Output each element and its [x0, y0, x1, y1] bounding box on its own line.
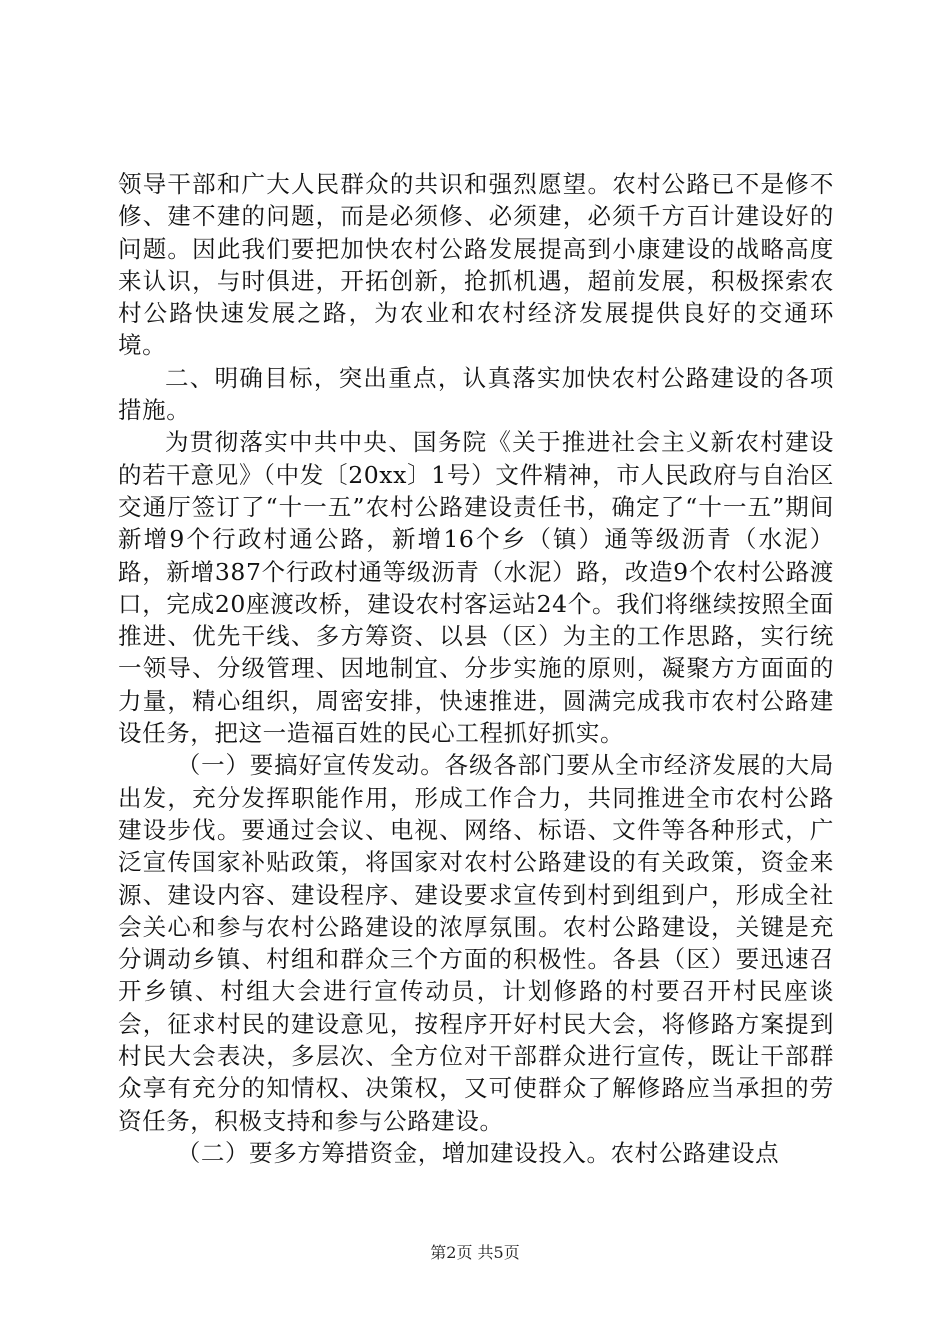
paragraph-publicity: （一）要搞好宣传发动。各级各部门要从全市经济发展的大局出发，充分发挥职能作用，形成工作合力，共同推进全市农村公路建设步伐。要通过会议、电视、网络、标语、文件等各种形式，广泛宣传国家补贴政策，将国家对农村公路建设的有关政策，资金来源、建设内容、建设程序、建设要求宣传到村到组到户，形成全社会关心和参与农村公路建设的浓厚氛围。农村公路建设，关键是充分调动乡镇、村组和群众三个方面的积极性。各县（区）要迅速召开乡镇、村组大会进行宣传动员，计划修路的村要召开村民座谈会，征求村民的建设意见，按程序开好村民大会，将修路方案提到村民大会表决，多层次、全方位对干部群众进行宣传，既让干部群众享有充分的知情权、决策权，又可使群众了解修路应当承担的劳资任务，积极支持和参与公路建设。 — [118, 751, 834, 1135]
page-number-footer: 第2页 共5页 — [430, 1243, 520, 1262]
paragraph-continuation: 领导干部和广大人民群众的共识和强烈愿望。农村公路已不是修不修、建不建的问题，而是必须修、必须建，必须千方百计建设好的问题。因此我们要把加快农村公路发展提高到小康建设的战略高度来认识，与时俱进，开拓创新，抢抓机遇，超前发展，积极探索农村公路快速发展之路，为农业和农村经济发展提供良好的交通环境。 — [118, 170, 834, 360]
paragraph-goals: 为贯彻落实中共中央、国务院《关于推进社会主义新农村建设的若干意见》（中发〔20xx〕1号）文件精神，市人民政府与自治区交通厅签订了“十一五”农村公路建设责任书，确定了“十一五”期间新增9个行政村通公路，新增16个乡（镇）通等级沥青（水泥）路，新增387个行政村通等级沥青（水泥）路，改造9个农村公路渡口，完成20座渡改桥，建设农村客运站24个。我们将继续按照全面推进、优先干线、多方筹资、以县（区）为主的工作思路，实行统一领导、分级管理、因地制宜、分步实施的原则，凝聚方方面面的力量，精心组织，周密安排，快速推进，圆满完成我市农村公路建设任务，把这一造福百姓的民心工程抓好抓实。 — [118, 428, 834, 748]
paragraph-funding: （二）要多方筹措资金，增加建设投入。农村公路建设点 — [176, 1138, 780, 1167]
document-body — [118, 168, 834, 1169]
section-heading-2: 二、明确目标，突出重点，认真落实加快农村公路建设的各项措施。 — [118, 363, 834, 425]
